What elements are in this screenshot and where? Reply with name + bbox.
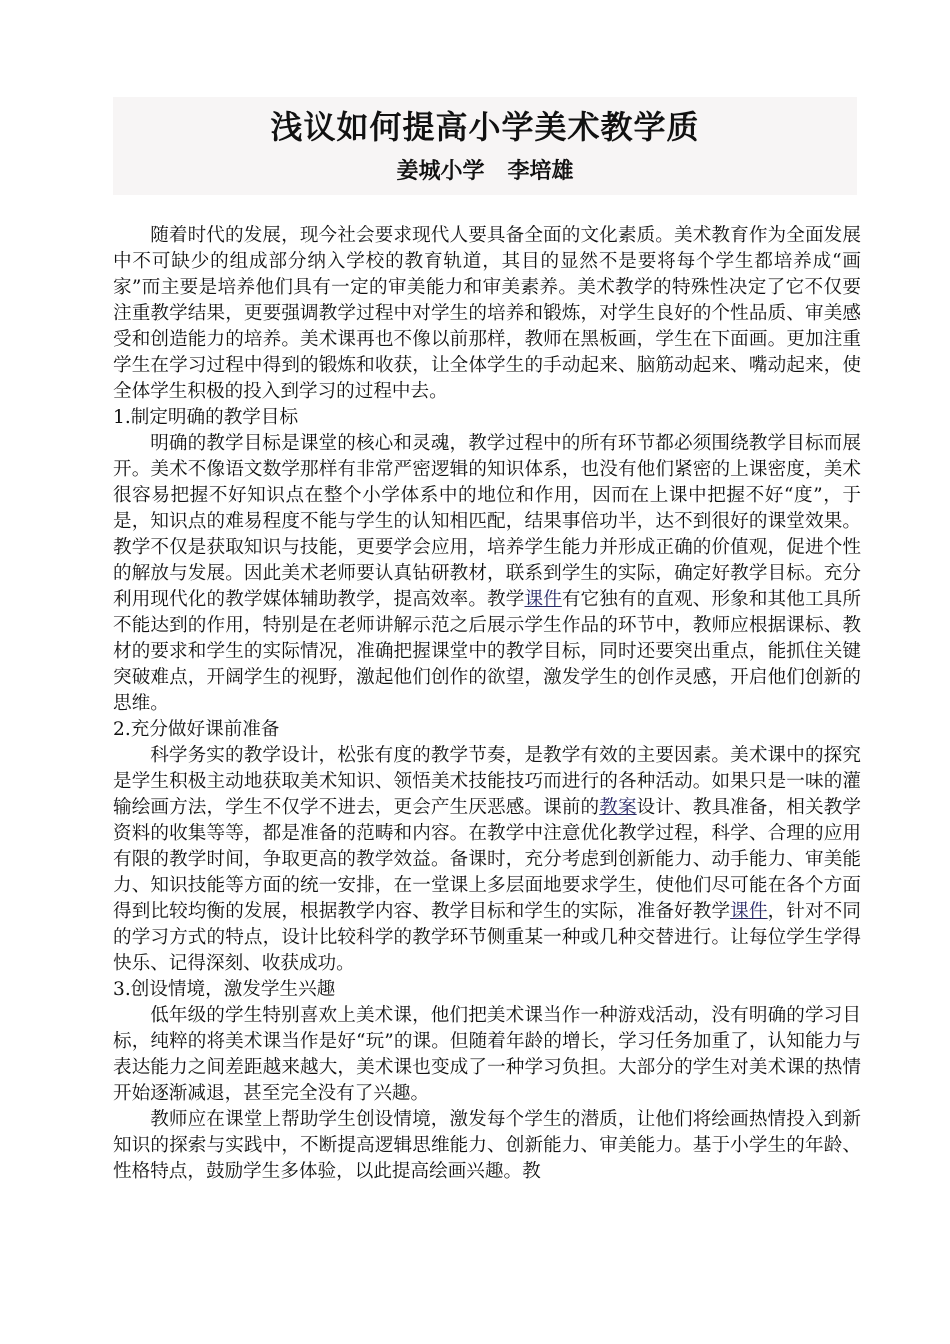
intro-paragraph: 随着时代的发展，现今社会要求现代人要具备全面的文化素质。美术教育作为全面发展中不可缺少的组成部分纳入学校的教育轨道，其目的显然不是要将每个学生都培养成“画家”而主要是培养他们具有一定的审美能力和审美素养。美术教学的特殊性决定了它不仅要注重教学结果，更要强调教学过程中对学生的培养和锻炼，对学生良好的个性品质、审美感受和创造能力的培养。美术课再也不像以前那样，教师在黑板画，学生在下面画。更加注重学生在学习过程中得到的锻炼和收获，让全体学生的手动起来、脑筋动起来、嘴动起来，使全体学生积极的投入到学习的过程中去。 xyxy=(113,225,861,402)
section-2-text-a: 科学务实的教学设计，松张有度的教学节奏，是教学有效的主要因素。美术课中的探究是学生积极主动地获取美术知识、领悟美术技能技巧而进行的各种活动。如果只是一味的灌输绘画方法，学生不仅学不进去，更会产生厌恶感。课前的 xyxy=(113,745,861,818)
section-heading-1: 1.制定明确的教学目标 xyxy=(113,407,299,428)
author-byline: 姜城小学 李培雄 xyxy=(396,159,574,184)
section-2-text-b: 设计、教具准备，相关教学资料的收集等等，都是准备的范畴和内容。在教学中注意优化教学过程，科学、合理的应用有限的教学时间，争取更高的教学效益。备课时，充分考虑到创新能力、动手能力、审美能力、知识技能等方面的统一安排，在一堂课上多层面地要求学生，使他们尽可能在各个方面得到比较均衡的发展，根据教学内容、教学目标和学生的实际，准备好教学 xyxy=(113,797,861,922)
section-heading-3: 3.创设情境，激发学生兴趣 xyxy=(113,979,336,1000)
section-3-paragraph-1: 低年级的学生特别喜欢上美术课，他们把美术课当作一种游戏活动，没有明确的学习目标，纯粹的将美术课当作是好“玩”的课。但随着年龄的增长，学习任务加重了，认知能力与表达能力之间差距越来越大，美术课也变成了一种学习负担。大部分的学生对美术课的热情开始逐渐减退，甚至完全没有了兴趣。 xyxy=(113,1005,861,1104)
section-1-text-b: 有它独有的直观、形象和其他工具所不能达到的作用，特别是在老师讲解示范之后展示学生作品的环节中，教师应根据课标、教材的要求和学生的实际情况，准确把握课堂中的教学目标，同时还要突出重点，能抓住关键突破难点，开阔学生的视野，激起他们创作的欲望，激发学生的创作灵感，开启他们创新的思维。 xyxy=(113,589,861,714)
document-body xyxy=(113,223,861,1185)
document-title: 浅议如何提高小学美术教学质 xyxy=(270,108,700,146)
section-2-paragraph xyxy=(113,743,861,977)
courseware-link-2[interactable]: 课件 xyxy=(730,901,768,922)
lesson-plan-link[interactable]: 教案 xyxy=(599,797,637,818)
section-2-text-c: ，针对不同的学习方式的特点，设计比较科学的教学环节侧重某一种或几种交替进行。让每位学生学得快乐、记得深刻、收获成功。 xyxy=(113,901,861,974)
title-block xyxy=(113,97,857,195)
courseware-link[interactable]: 课件 xyxy=(524,589,562,610)
section-heading-2: 2.充分做好课前准备 xyxy=(113,719,280,740)
section-1-paragraph xyxy=(113,431,861,717)
section-1-text-a: 明确的教学目标是课堂的核心和灵魂，教学过程中的所有环节都必须围绕教学目标而展开。美术不像语文数学那样有非常严密逻辑的知识体系，也没有他们紧密的上课密度，美术很容易把握不好知识点在整个小学体系中的地位和作用，因而在上课中把握不好“度”，于是，知识点的难易程度不能与学生的认知相匹配，结果事倍功半，达不到很好的课堂效果。教学不仅是获取知识与技能，更要学会应用，培养学生能力并形成正确的价值观，促进个性的解放与发展。因此美术老师要认真钻研教材，联系到学生的实际，确定好教学目标。充分利用现代化的教学媒体辅助教学，提高效率。教学 xyxy=(113,433,861,610)
section-3-paragraph-2: 教师应在课堂上帮助学生创设情境，激发每个学生的潜质，让他们将绘画热情投入到新知识的探索与实践中，不断提高逻辑思维能力、创新能力、审美能力。基于小学生的年龄、性格特点，鼓励学生多体验，以此提高绘画兴趣。教 xyxy=(113,1109,861,1182)
